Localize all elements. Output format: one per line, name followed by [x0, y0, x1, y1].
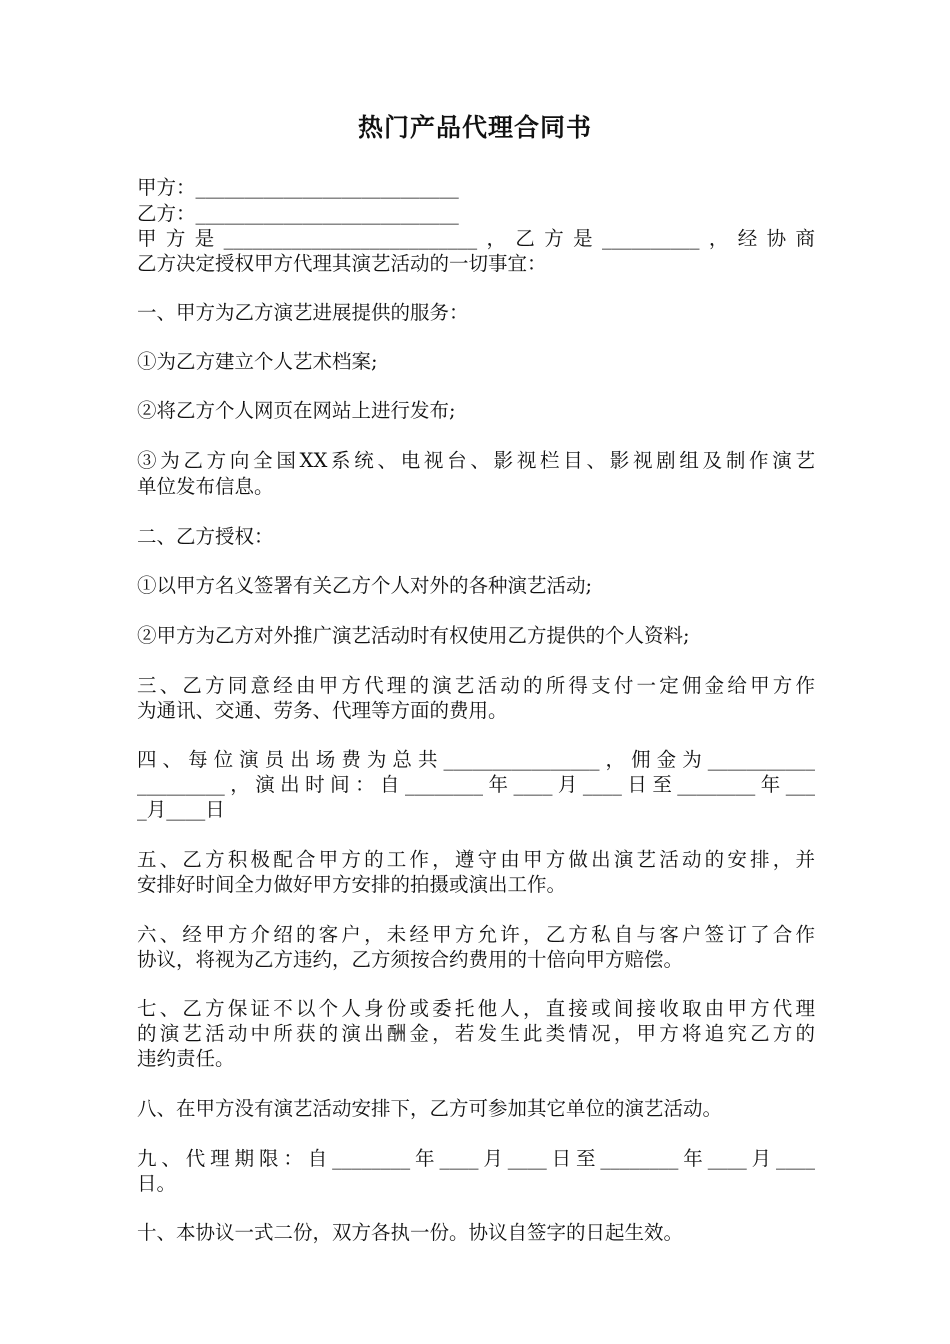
section-3-line-1: 三、乙方同意经由甲方代理的演艺活动的所得支付一定佣金给甲方作 [137, 674, 815, 697]
party-a-line: 甲方：___________________________ [137, 176, 459, 199]
section-7-line-3: 违约责任。 [137, 1047, 235, 1070]
intro-line-2: 乙方决定授权甲方代理其演艺活动的一切事宜： [137, 252, 547, 275]
section-7-line-1: 七、乙方保证不以个人身份或委托他人，直接或间接收取由甲方代理 [137, 997, 815, 1020]
section-9-line-1: 九、代理期限：自________年____月____日至________年____月____ [137, 1147, 815, 1170]
section-4-line-3: _月____日 [137, 798, 225, 821]
section-5-line-2: 安排好时间全力做好甲方安排的拍摄或演出工作。 [137, 873, 567, 896]
section-1-heading: 一、甲方为乙方演艺进展提供的服务： [137, 301, 469, 324]
section-5-line-1: 五、乙方积极配合甲方的工作，遵守由甲方做出演艺活动的安排，并 [137, 848, 815, 871]
section-2-item-2: ②甲方为乙方对外推广演艺活动时有权使用乙方提供的个人资料; [137, 624, 690, 647]
section-1-item-3-line-2: 单位发布信息。 [137, 475, 274, 498]
section-6-line-2: 协议，将视为乙方违约，乙方须按合约费用的十倍向甲方赔偿。 [137, 948, 684, 971]
section-2-item-1: ①以甲方名义签署有关乙方个人对外的各种演艺活动; [137, 574, 593, 597]
section-4-line-2: _________，演出时间：自________年____月____日至________年___ [137, 773, 815, 796]
section-6-line-1: 六、经甲方介绍的客户，未经甲方允许，乙方私自与客户签订了合作 [137, 923, 815, 946]
section-7-line-2: 的演艺活动中所获的演出酬金，若发生此类情况，甲方将追究乙方的 [137, 1022, 815, 1045]
section-2-heading: 二、乙方授权： [137, 525, 274, 548]
document-title: 热门产品代理合同书 [357, 113, 592, 142]
section-3-line-2: 为通讯、交通、劳务、代理等方面的费用。 [137, 699, 508, 722]
section-10-line-1: 十、本协议一式二份，双方各执一份。协议自签字的日起生效。 [137, 1221, 684, 1244]
section-1-item-2: ②将乙方个人网页在网站上进行发布; [137, 399, 456, 422]
section-1-item-1: ①为乙方建立个人艺术档案; [137, 350, 378, 373]
section-4-line-1: 四、每位演员出场费为总共________________，佣金为___________ [137, 748, 815, 771]
section-9-line-2: 日。 [137, 1172, 177, 1195]
section-8-line-1: 八、在甲方没有演艺活动安排下，乙方可参加其它单位的演艺活动。 [137, 1097, 723, 1120]
intro-line-1: 甲方是__________________________，乙方是__________，经协商 [137, 227, 815, 250]
section-1-item-3-line-1: ③为乙方向全国XX系统、电视台、影视栏目、影视剧组及制作演艺 [137, 449, 815, 472]
party-b-line: 乙方：___________________________ [137, 202, 459, 225]
